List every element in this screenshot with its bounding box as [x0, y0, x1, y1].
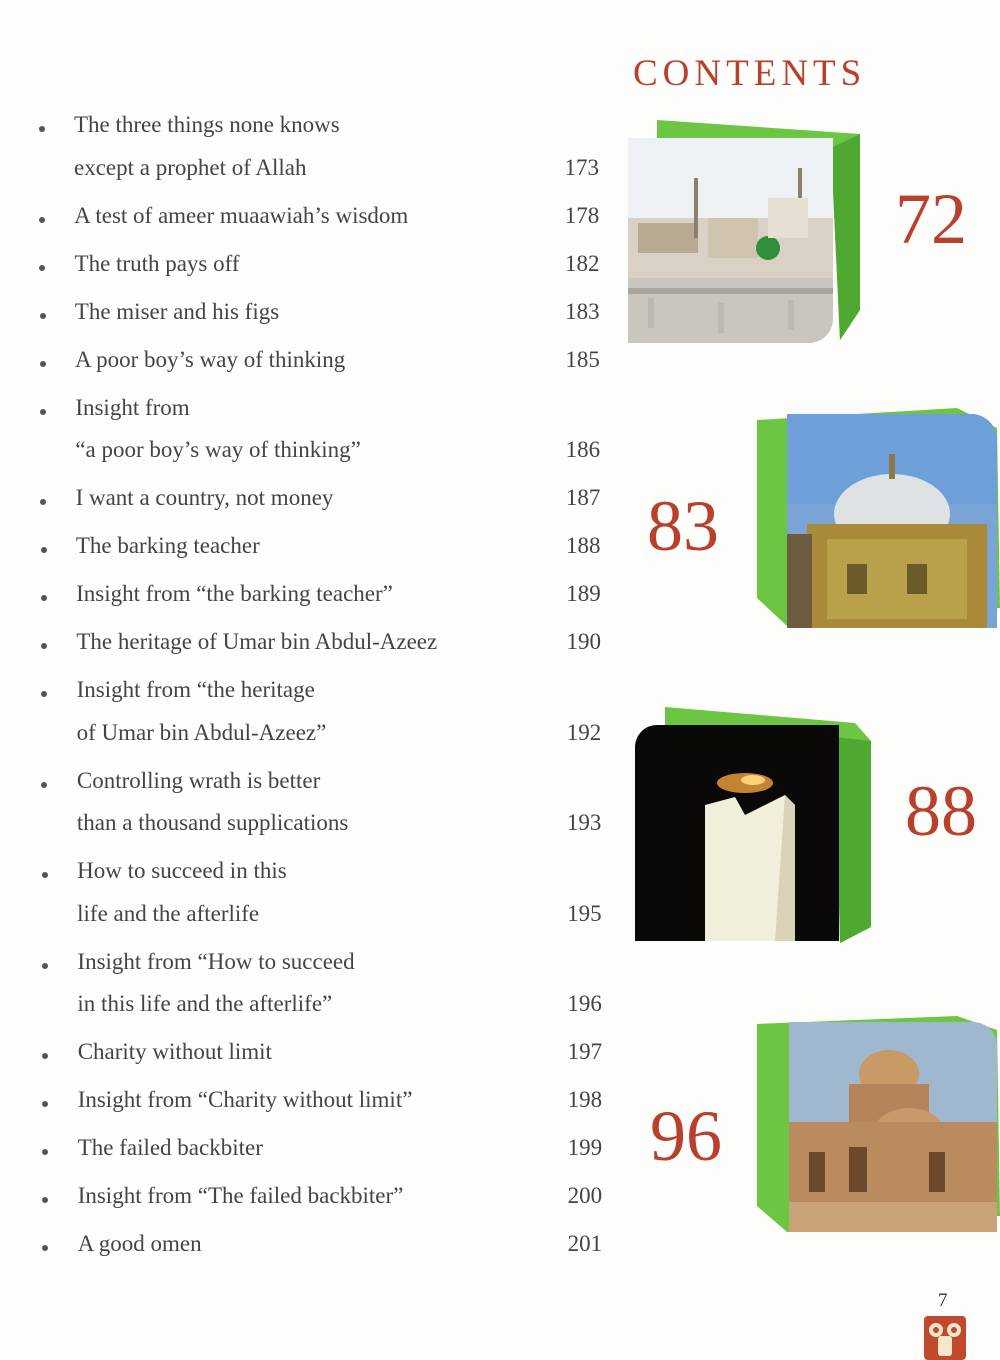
toc-entry-title: Insight from “How to succeed — [77, 948, 355, 974]
toc-entry-title: Charity without limit — [77, 1039, 272, 1064]
toc-entry-title: A poor boy’s way of thinking — [75, 346, 346, 372]
bullet-icon — [41, 782, 47, 788]
toc-entry-page: 192 — [566, 719, 602, 745]
page-number: 7 — [938, 1290, 948, 1311]
toc-entry-page: 195 — [567, 900, 602, 926]
toc-entry-page: 200 — [567, 1183, 603, 1208]
toc-entry-title: Insight from “the heritage — [76, 677, 315, 702]
toc-entry-title: The truth pays off — [74, 250, 240, 276]
toc-entry-title: in this life and the afterlife” — [77, 991, 333, 1016]
page-title: CONTENTS — [633, 53, 867, 94]
toc-entry-title: Insight from “the barking teacher” — [76, 581, 393, 606]
picture-block-83 — [757, 408, 1000, 630]
toc-entry-page: 183 — [565, 298, 600, 324]
toc-entry-title: The three things none knows — [74, 112, 340, 137]
picture-block-72 — [625, 120, 865, 350]
toc-entry-title: Insight from “Charity without limit” — [77, 1087, 413, 1112]
toc-entry-title: of Umar bin Abdul-Azeez” — [76, 719, 327, 745]
toc-entry-title: The barking teacher — [75, 533, 260, 558]
toc-entry-page: 196 — [567, 991, 602, 1016]
ornament-icon — [924, 1316, 966, 1360]
toc-entry-title: I want a country, not money — [75, 485, 334, 510]
bullet-icon — [41, 691, 47, 697]
picture-block-96 — [757, 1016, 1000, 1234]
toc-entry-title: except a prophet of Allah — [74, 154, 307, 180]
bullet-icon — [40, 499, 46, 505]
bullet-icon — [42, 1245, 48, 1251]
toc-entry-page: 199 — [567, 1135, 603, 1160]
picture-number-88: 88 — [905, 771, 977, 851]
bullet-icon — [42, 1101, 48, 1107]
toc-entry-page: 182 — [564, 250, 600, 276]
bullet-icon — [40, 313, 46, 319]
toc-entry-title: The miser and his figs — [74, 298, 280, 324]
mosque-courtyard-photo — [628, 138, 833, 343]
toc-entry-page: 188 — [566, 533, 601, 558]
bullet-icon — [42, 963, 48, 969]
bullet-icon — [40, 361, 46, 367]
toc-entry-title: A test of ameer muaawiah’s wisdom — [74, 202, 409, 228]
picture-block-88 — [635, 707, 875, 943]
bullet-icon — [42, 872, 48, 878]
bullet-icon — [42, 1197, 48, 1203]
picture-number-72: 72 — [895, 179, 967, 259]
toc-entry-page: 187 — [565, 485, 601, 510]
mosque-domes-photo — [789, 1022, 997, 1232]
bullet-icon — [39, 126, 45, 132]
bullet-icon — [40, 409, 46, 415]
bullet-icon — [42, 1053, 48, 1059]
toc-entry-page: 189 — [566, 581, 601, 606]
toc-entry-page: 198 — [567, 1087, 603, 1112]
toc-entry-title: life and the afterlife — [77, 900, 260, 926]
bullet-icon — [39, 265, 45, 271]
picture-number-96: 96 — [650, 1096, 722, 1176]
toc-entry-title: than a thousand supplications — [76, 810, 349, 835]
bullet-icon — [39, 217, 45, 223]
candle-photo — [635, 725, 839, 941]
toc-entry-page: 186 — [565, 437, 601, 462]
toc-entry-title: How to succeed in this — [77, 858, 287, 883]
toc-entry-page: 173 — [564, 154, 599, 180]
toc-entry-page: 201 — [567, 1231, 603, 1256]
toc-entry-title: Controlling wrath is better — [76, 767, 321, 793]
toc-entry-title: The heritage of Umar bin Abdul-Azeez — [76, 629, 438, 654]
toc-entry-title: Insight from — [75, 394, 190, 420]
bullet-icon — [41, 643, 47, 649]
toc-entry-title: “a poor boy’s way of thinking” — [75, 437, 361, 462]
toc-entry-page: 178 — [564, 202, 600, 228]
domed-tomb-photo — [787, 414, 997, 628]
bullet-icon — [41, 595, 47, 601]
toc-entry-title: The failed backbiter — [77, 1135, 263, 1160]
toc-entry-page: 190 — [566, 629, 601, 654]
toc-entry-page: 197 — [567, 1039, 603, 1064]
toc-entry-page: 193 — [566, 810, 602, 835]
bullet-icon — [41, 547, 47, 553]
bullet-icon — [42, 1149, 48, 1155]
toc-entry-title: A good omen — [77, 1231, 202, 1256]
picture-number-83: 83 — [647, 486, 719, 566]
toc-entry-title: Insight from “The failed backbiter” — [77, 1183, 404, 1208]
toc-entry-page: 185 — [565, 346, 600, 372]
